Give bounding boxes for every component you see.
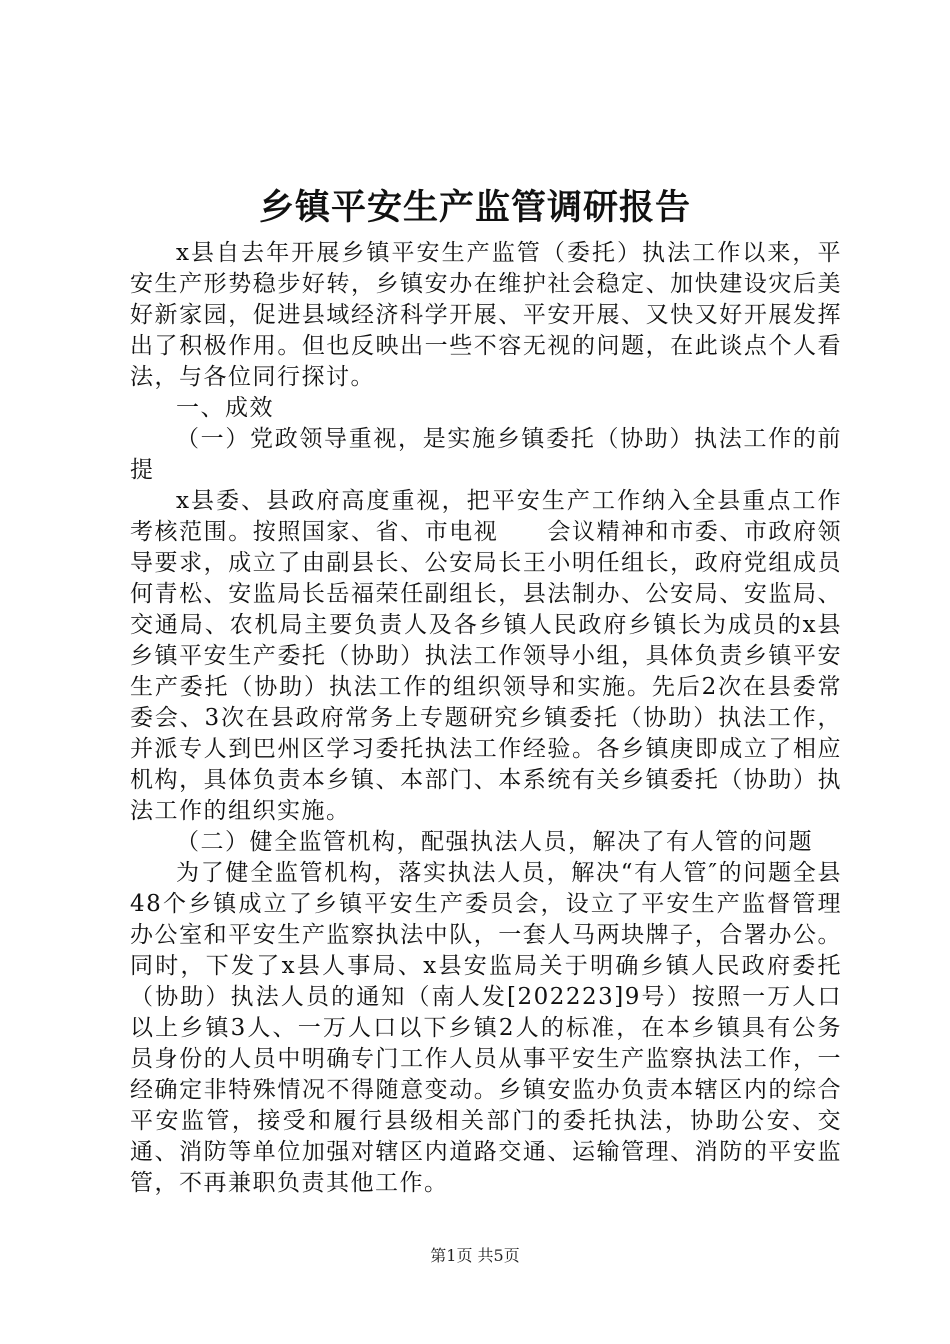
document-body	[130, 238, 842, 1199]
subsection-heading-leadership: （一）党政领导重视，是实施乡镇委托（协助）执法工作的前提	[130, 426, 842, 483]
section-heading-achievements: 一、成效	[176, 395, 274, 421]
page-footer: 第1页 共5页	[430, 1246, 520, 1265]
paragraph-leadership: x县委、县政府高度重视，把平安生产工作纳入全县重点工作考核范围。按照国家、省、市电视 会议精神和市委、市政府领导要求，成立了由副县长、公安局长王小明任组长，政府党组成员何青松、安监局长岳福荣任副组长，县法制办、公安局、安监局、交通局、农机局主要负责人及各乡镇人民政府乡镇长为成员的x县乡镇平安生产委托（协助）执法工作领导小组，具体负责乡镇平安生产委托（协助）执法工作的组织领导和实施。先后2次在县委常委会、3次在县政府常务上专题研究乡镇委托（协助）执法工作，并派专人到巴州区学习委托执法工作经验。各乡镇庚即成立了相应机构，具体负责本乡镇、本部门、本系统有关乡镇委托（协助）执法工作的组织实施。	[130, 488, 842, 824]
paragraph-institutions: 为了健全监管机构，落实执法人员，解决“有人管″的问题全县48个乡镇成立了乡镇平安生产委员会，设立了平安生产监督管理办公室和平安生产监察执法中队，一套人马两块牌子，合署办公。同时，下发了x县人事局、x县安监局关于明确乡镇人民政府委托（协助）执法人员的通知（南人发[202223]9号）按照一万人口以上乡镇3人、一万人口以下乡镇2人的标准，在本乡镇具有公务员身份的人员中明确专门工作人员从事平安生产监察执法工作，一经确定非特殊情况不得随意变动。乡镇安监办负责本辖区内的综合平安监管，接受和履行县级相关部门的委托执法，协助公安、交通、消防等单位加强对辖区内道路交通、运输管理、消防的平安监管，不再兼职负责其他工作。	[130, 860, 842, 1196]
subsection-heading-institutions: （二）健全监管机构，配强执法人员，解决了有人管的问题	[176, 829, 813, 855]
paragraph-intro: x县自去年开展乡镇平安生产监管（委托）执法工作以来，平安生产形势稳步好转，乡镇安办在维护社会稳定、加快建设灾后美好新家园，促进县域经济科学开展、平安开展、又快又好开展发挥出了积极作用。但也反映出一些不容无视的问题，在此谈点个人看法，与各位同行探讨。	[130, 240, 842, 390]
document-title: 乡镇平安生产监管调研报告	[258, 188, 691, 228]
